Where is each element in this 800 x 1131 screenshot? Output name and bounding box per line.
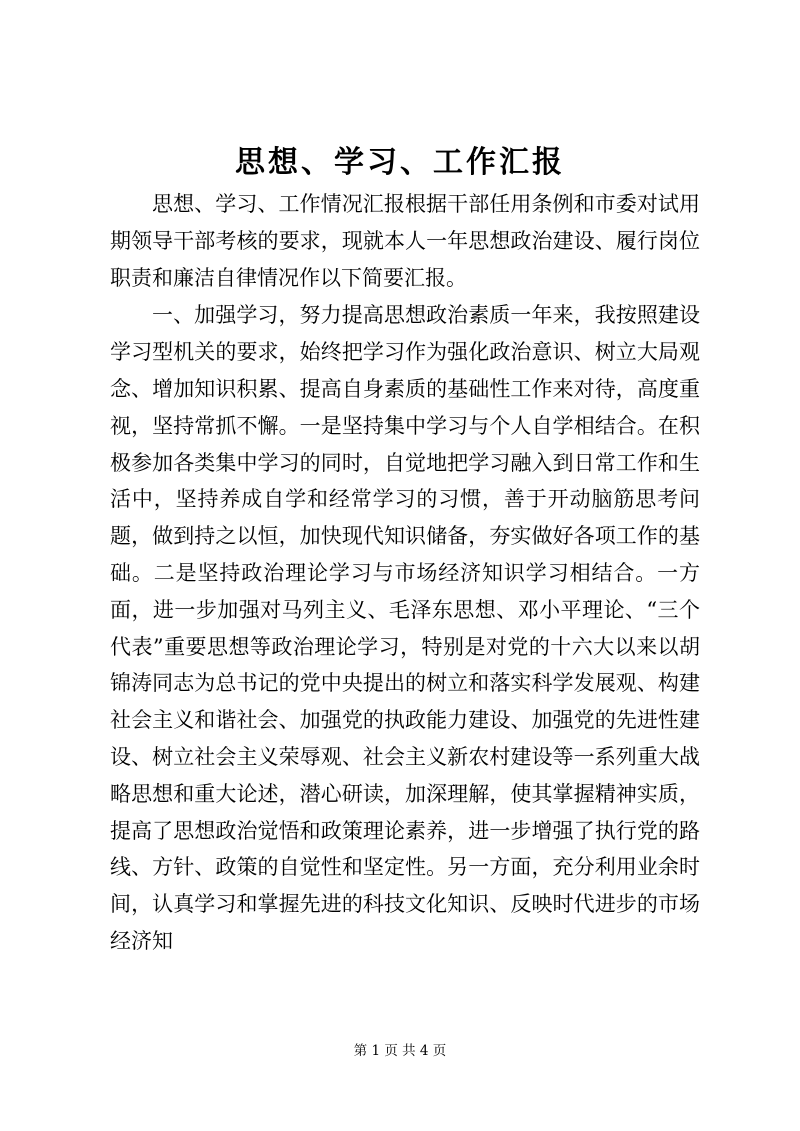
document-title: 思想、学习、工作汇报 bbox=[235, 145, 565, 180]
page-footer: 第 1 页 共 4 页 bbox=[353, 1043, 447, 1059]
paragraph-study: 一、加强学习，努力提高思想政治素质一年来，我按照建设学习型机关的要求，始终把学习作为强化政治意识、树立大局观念、增加知识积累、提高自身素质的基础性工作来对待，高度重视，坚持常抓不懈。一是坚持集中学习与个人自学相结合。在积极参加各类集中学习的同时，自觉地把学习融入到日常工作和生活中，坚持养成自学和经常学习的习惯，善于开动脑筋思考问题，做到持之以恒，加快现代知识储备，夯实做好各项工作的基础。二是坚持政治理论学习与市场经济知识学习相结合。一方面，进一步加强对马列主义、毛泽东思想、邓小平理论、“三个代表”重要思想等政治理论学习，特别是对党的十六大以来以胡锦涛同志为总书记的党中央提出的树立和落实科学发展观、构建社会主义和谐社会、加强党的执政能力建设、加强党的先进性建设、树立社会主义荣辱观、社会主义新农村建设等一系列重大战略思想和重大论述，潜心研读，加深理解，使其掌握精神实质，提高了思想政治觉悟和政策理论素养，进一步增强了执行党的路线、方针、政策的自觉性和坚定性。另一方面，充分利用业余时间，认真学习和掌握先进的科技文化知识、反映时代进步的市场经济知 bbox=[110, 303, 700, 953]
document-body bbox=[110, 186, 700, 961]
paragraph-intro: 思想、学习、工作情况汇报根据干部任用条例和市委对试用期领导干部考核的要求，现就本人一年思想政治建设、履行岗位职责和廉洁自律情况作以下简要汇报。 bbox=[110, 192, 700, 290]
